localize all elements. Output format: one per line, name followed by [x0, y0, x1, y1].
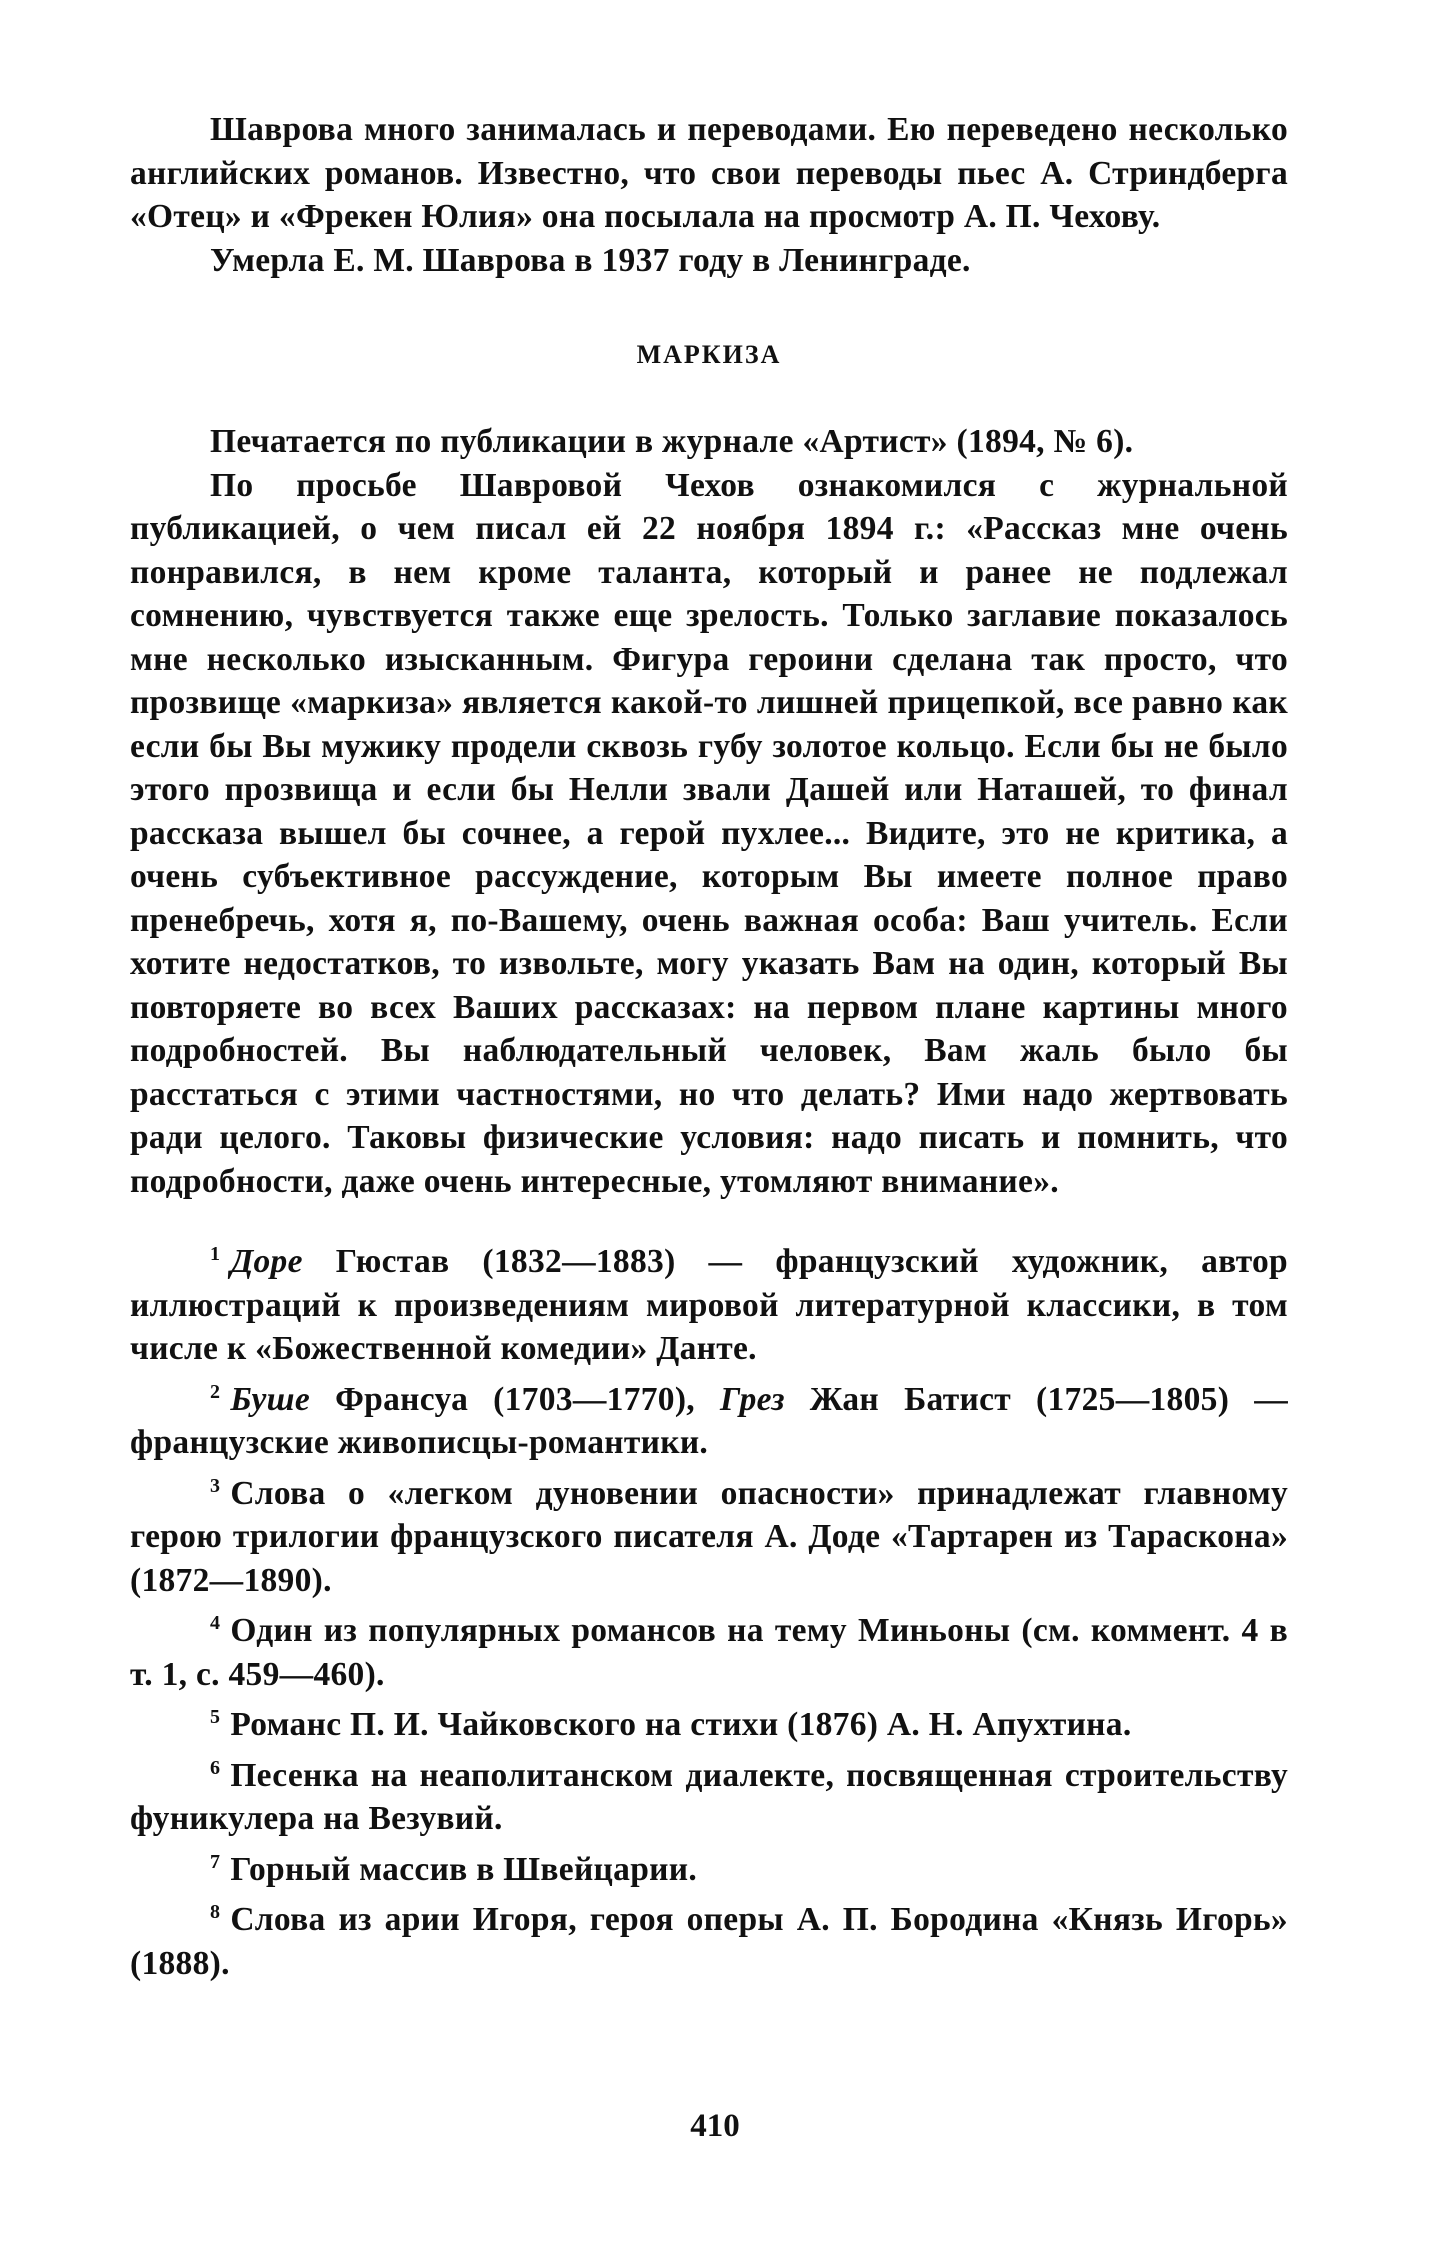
- footnotes: [130, 1233, 1288, 1985]
- footnote: [130, 1233, 1288, 1371]
- footnote-number: 6: [210, 1756, 221, 1779]
- page-number: 410: [690, 2108, 740, 2144]
- page-body: [130, 108, 1288, 1985]
- section-paragraph: Печатается по публикации в журнале «Артист» (1894, № 6).: [210, 423, 1134, 460]
- footnote-number: 4: [210, 1612, 221, 1634]
- footnote-name: Доре: [230, 1243, 303, 1280]
- footnote-text: Слова о «легком дуновении опасности» принадлежат главному герою трилогии французского писателя А. Доде «Тартарен из Тараскона» (1872—1890).: [130, 1474, 1288, 1599]
- footnote-text: Романс П. И. Чайковского на стихи (1876) А. Н. Апухтина.: [230, 1706, 1132, 1743]
- footnote: [130, 1747, 1288, 1841]
- footnote: [130, 1696, 1288, 1747]
- footnote-text: Песенка на неаполитанском диалекте, посвященная строительству фуникулера на Везувий.: [130, 1756, 1288, 1837]
- section-title: МАРКИЗА: [636, 340, 782, 369]
- footnote-name: Буше: [230, 1380, 311, 1418]
- footnote: [130, 1841, 1288, 1892]
- footnote-number: 5: [210, 1706, 221, 1728]
- footnote-text: Горный массив в Швейцарии.: [230, 1850, 698, 1888]
- intro-paragraph: Шаврова много занималась и переводами. Ею переведено несколько английских романов. Известно, что свои переводы пьес А. Стриндберга «Отец» и «Фрекен Юлия» она посылала на просмотр А. П. Чехову.: [130, 111, 1288, 235]
- footnote: [130, 1602, 1288, 1696]
- footnote-number: 8: [210, 1901, 221, 1923]
- intro-paragraph: Умерла Е. М. Шаврова в 1937 году в Ленинграде.: [210, 241, 971, 279]
- footnote: [130, 1891, 1288, 1985]
- footnote-name: Грез: [720, 1380, 785, 1418]
- footnote: [130, 1465, 1288, 1603]
- footnote: [130, 1371, 1288, 1465]
- footnote-text: Гюстав (1832—1883) — французский художник, автор иллюстраций к произведениям мировой литературной классики, в том числе к «Божественной комедии» Данте.: [130, 1243, 1288, 1367]
- footnote-number: 7: [210, 1850, 221, 1873]
- footnote-text: Жан Батист (1725—1805) — французские живописцы-романтики.: [130, 1380, 1288, 1461]
- footnote-number: 2: [210, 1380, 221, 1403]
- footnote-number: 1: [210, 1243, 221, 1265]
- footnote-text: Франсуа (1703—1770),: [310, 1380, 720, 1418]
- footnote-text: Слова из арии Игоря, героя оперы А. П. Бородина «Князь Игорь» (1888).: [130, 1901, 1288, 1982]
- section-paragraph: По просьбе Шавровой Чехов ознакомился с журнальной публикацией, о чем писал ей 22 ноября 1894 г.: «Рассказ мне очень понравился, в нем кроме таланта, который и ранее не подлежал сомнению, чувствуется также еще зрелость. Только заглавие показалось мне несколько изысканным. Фигура героини сделана так просто, что прозвище «маркиза» является какой-то лишней прицепкой, все равно как если бы Вы мужику продели сквозь губу золотое кольцо. Если бы не было этого прозвища и если бы Нелли звали Дашей или Наташей, то финал рассказа вышел бы сочнее, а герой пухлее... Видите, это не критика, а очень субъективное рассуждение, которым Вы имеете полное право пренебречь, хотя я, по-Вашему, очень важная особа: Ваш учитель. Если хотите недостатков, то извольте, могу указать Вам на один, который Вы повторяете во всех Ваших рассказах: на первом плане картины много подробностей. Вы наблюдательный человек, Вам жаль было бы расстаться с этими частностями, но что делать? Ими надо жертвовать ради целого. Таковы физические условия: надо писать и помнить, что подробности, даже очень интересные, утомляют внимание».: [130, 466, 1288, 1200]
- footnote-number: 3: [210, 1474, 221, 1497]
- footnote-text: Один из популярных романсов на тему Миньоны (см. коммент. 4 в т. 1, с. 459—460).: [130, 1612, 1288, 1693]
